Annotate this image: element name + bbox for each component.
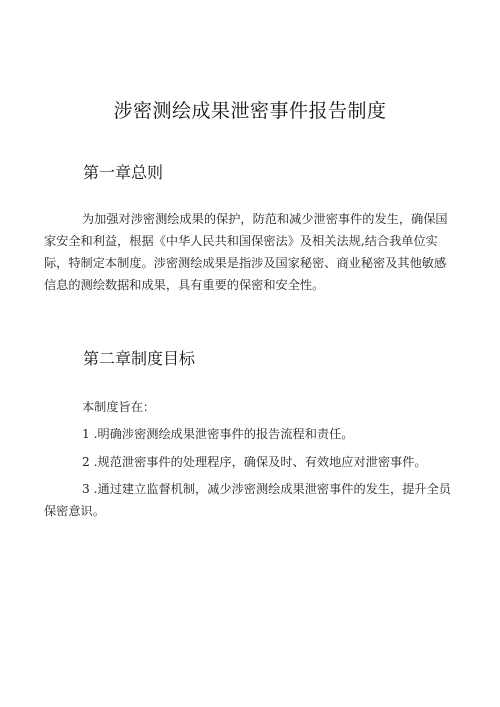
list-item: 3 .通过建立监督机制，减少涉密测绘成果泄密事件的发生，提升全员保密意识。 [44,482,451,518]
chapter-1-heading: 第一章总则 [83,163,164,182]
chapter-2-heading: 第二章制度目标 [83,349,196,368]
list-item: 1 .明确涉密测绘成果泄密事件的报告流程和责任。 [82,427,354,441]
chapter-2-intro: 本制度旨在： [82,400,156,414]
chapter-1-paragraph: 为加强对涉密测绘成果的保护，防范和减少泄密事件的发生，确保国家安全和利益，根据《中华人民共和国保密法》及相关法规,结合我单位实际，特制定本制度。涉密测绘成果是指涉及国家秘密、商业秘密及其他敏感信息的测绘数据和成果，具有重要的保密和安全性。 [44,212,448,292]
document-title: 涉密测绘成果泄密事件报告制度 [113,100,387,122]
list-item: 2 .规范泄密事件的处理程序，确保及时、有效地应对泄密事件。 [82,455,427,469]
